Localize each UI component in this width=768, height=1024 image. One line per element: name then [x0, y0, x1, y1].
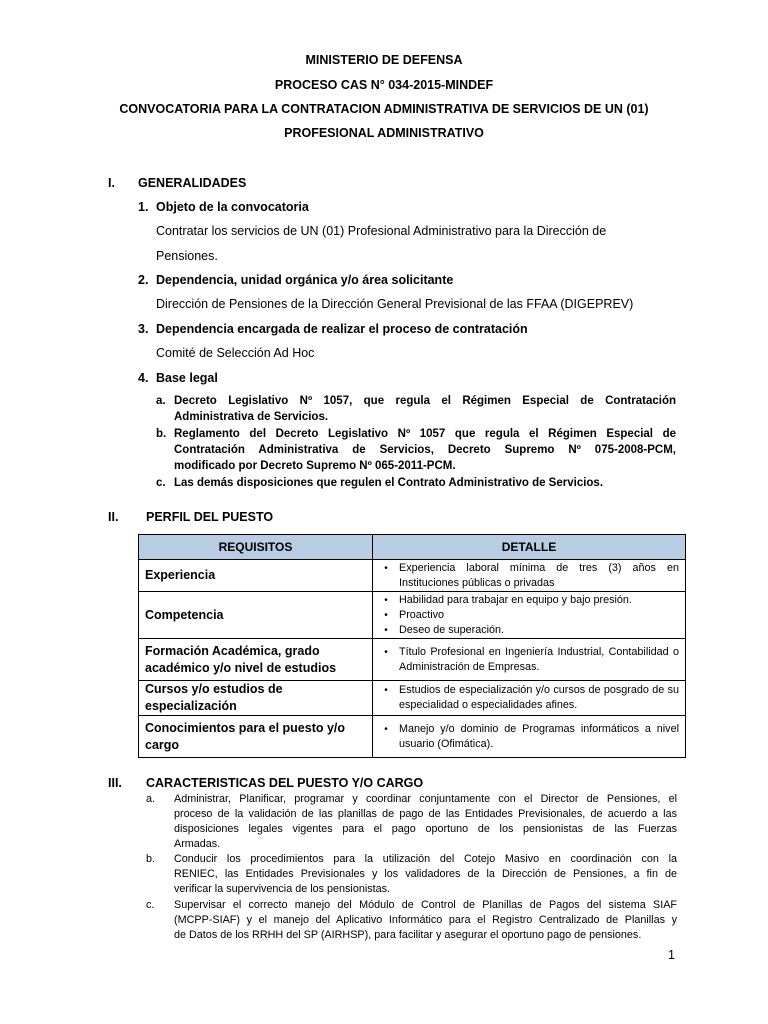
- table-row: [139, 560, 686, 592]
- item-1-text: Contratar los servicios de UN (01) Profesional Administrativo para la Dirección de: [156, 224, 607, 238]
- duty-c-line1: Supervisar el correcto manejo del Módulo de Control de Planillas de Pagos del sistema SIAF: [174, 899, 677, 911]
- section-1-title: GENERALIDADES: [138, 176, 247, 190]
- duty-b-line2: RENIEC, las Entidades Previsionales y los validadores de la Dirección de Pensiones, a fin de: [174, 868, 677, 880]
- process-code: PROCESO CAS N° 034-2015-MINDEF: [274, 78, 494, 92]
- duty-b-line3: verificar la supervivencia de los pensionistas.: [174, 883, 391, 895]
- detail-text: Habilidad para trabajar en equipo y bajo presión.: [399, 593, 632, 606]
- duty-c-letter: c.: [146, 899, 155, 911]
- bullet: •: [384, 624, 388, 636]
- detail-text: Experiencia laboral mínima de tres (3) años en Instituciones públicas o privadas: [399, 561, 679, 589]
- section-3-title: CARACTERISTICAS DEL PUESTO Y/O CARGO: [146, 776, 424, 790]
- duty-b-line1: Conducir los procedimientos para la utilización del Cotejo Masivo en coordinación con la: [174, 853, 677, 865]
- requirement-knowledge: Conocimientos para el puesto y/o cargo: [139, 716, 373, 758]
- column-header-detail: DETALLE: [373, 535, 686, 560]
- detail-text: Estudios de especialización y/o cursos de posgrado de su especialidad o especialidades afines.: [399, 684, 679, 711]
- profile-table: [138, 534, 686, 758]
- duty-a-line4: Armadas.: [174, 838, 221, 850]
- bullet: •: [384, 562, 388, 574]
- table-header-row: [139, 535, 686, 560]
- legal-b-line2: Contratación Administrativa de Servicios, Decreto Supremo Nº 075-2008-PCM,: [174, 444, 676, 456]
- list-item: [373, 561, 685, 591]
- section-1-number: I.: [108, 176, 115, 190]
- item-3-text: Comité de Selección Ad Hoc: [156, 346, 315, 360]
- list-item: [373, 683, 685, 713]
- item-2-number: 2.: [138, 273, 149, 287]
- duty-a-line1: Administrar, Planificar, programar y coordinar conjuntamente con el Director de Pensiones, el: [174, 793, 677, 805]
- detail-knowledge: [373, 716, 686, 758]
- list-item: [373, 593, 685, 608]
- list-item: [373, 623, 685, 638]
- detail-text: Título Profesional en Ingeniería Industrial, Contabilidad o Administración de Empresas.: [399, 645, 679, 673]
- detail-experience: [373, 560, 686, 592]
- legal-a-line2: Administrativa de Servicios.: [174, 411, 329, 423]
- list-item: [373, 608, 685, 623]
- table-row: [139, 592, 686, 639]
- requirement-experience: Experiencia: [139, 560, 373, 592]
- legal-b-letter: b.: [156, 428, 167, 440]
- item-2-title: Dependencia, unidad orgánica y/o área solicitante: [156, 273, 454, 287]
- list-item: [373, 722, 685, 752]
- detail-education: [373, 639, 686, 681]
- detail-text: Manejo y/o dominio de Programas informáticos a nivel usuario (Ofimática).: [399, 722, 679, 750]
- duty-c-line2: (MCPP-SIAF) y el manejo del Aplicativo Informático para el Registro Centralizado de Planillas y: [174, 914, 677, 926]
- call-title-position: PROFESIONAL ADMINISTRATIVO: [284, 126, 484, 140]
- requirement-competence: Competencia: [139, 592, 373, 639]
- item-1-text-line1: [156, 224, 606, 238]
- bullet: •: [384, 609, 388, 621]
- ministry-title: MINISTERIO DE DEFENSA: [305, 53, 463, 67]
- detail-text: Deseo de superación.: [399, 623, 505, 636]
- call-title: CONVOCATORIA PARA LA CONTRATACION ADMINISTRATIVA DE SERVICIOS DE UN (01): [119, 102, 649, 116]
- bullet: •: [384, 685, 388, 696]
- bullet: •: [384, 646, 388, 658]
- legal-a-letter: a.: [156, 395, 166, 407]
- legal-a-line1: Decreto Legislativo Nº 1057, que regula el Régimen Especial de Contratación: [174, 395, 676, 407]
- bullet: •: [384, 723, 388, 735]
- item-3-number: 3.: [138, 322, 149, 336]
- item-1-title: Objeto de la convocatoria: [156, 200, 309, 214]
- item-2-text: Dirección de Pensiones de la Dirección General Previsional de las FFAA (DIGEPREV): [156, 297, 634, 311]
- requirement-courses: Cursos y/o estudios de especialización: [139, 681, 373, 716]
- table-row: [139, 639, 686, 681]
- duty-b-letter: b.: [146, 853, 156, 865]
- legal-c-line1: Las demás disposiciones que regulen el Contrato Administrativo de Servicios.: [174, 477, 604, 489]
- detail-text: Proactivo: [399, 608, 445, 621]
- legal-b-line1: Reglamento del Decreto Legislativo Nº 1057 que regula el Régimen Especial de: [174, 428, 676, 440]
- table-row: [139, 681, 686, 716]
- item-1-text-line2: Pensiones.: [156, 249, 218, 263]
- legal-c-letter: c.: [156, 477, 166, 489]
- section-3-number: III.: [108, 776, 122, 790]
- section-2-number: II.: [108, 510, 119, 524]
- duty-a-line3: disposiciones legales vigentes para el pago oportuno de los pensionistas de las Fuerzas: [174, 823, 677, 835]
- page-number: 1: [668, 948, 675, 962]
- requirement-education: Formación Académica, grado académico y/o nivel de estudios: [139, 639, 373, 681]
- duty-a-line2: proceso de la validación de las planillas de pago de las Entidades Previsionales, de acuerdo a las: [174, 808, 677, 820]
- column-header-requirements: REQUISITOS: [139, 535, 373, 560]
- legal-b-line3: modificado por Decreto Supremo Nº 065-2011-PCM.: [174, 460, 456, 472]
- item-3-title: Dependencia encargada de realizar el proceso de contratación: [156, 322, 528, 336]
- duty-c-line3: de Datos de los RRHH del SP (AIRHSP), para facilitar y asegurar el oportuno pago de pensiones.: [174, 929, 642, 941]
- item-4-title: Base legal: [156, 371, 218, 385]
- item-1-number: 1.: [138, 200, 149, 214]
- item-4-number: 4.: [138, 371, 149, 385]
- detail-competence: [373, 592, 686, 639]
- list-item: [373, 645, 685, 675]
- duty-a-letter: a.: [146, 793, 156, 805]
- bullet: •: [384, 594, 388, 606]
- detail-courses: [373, 681, 686, 716]
- section-2-title: PERFIL DEL PUESTO: [146, 510, 274, 524]
- table-row: [139, 716, 686, 758]
